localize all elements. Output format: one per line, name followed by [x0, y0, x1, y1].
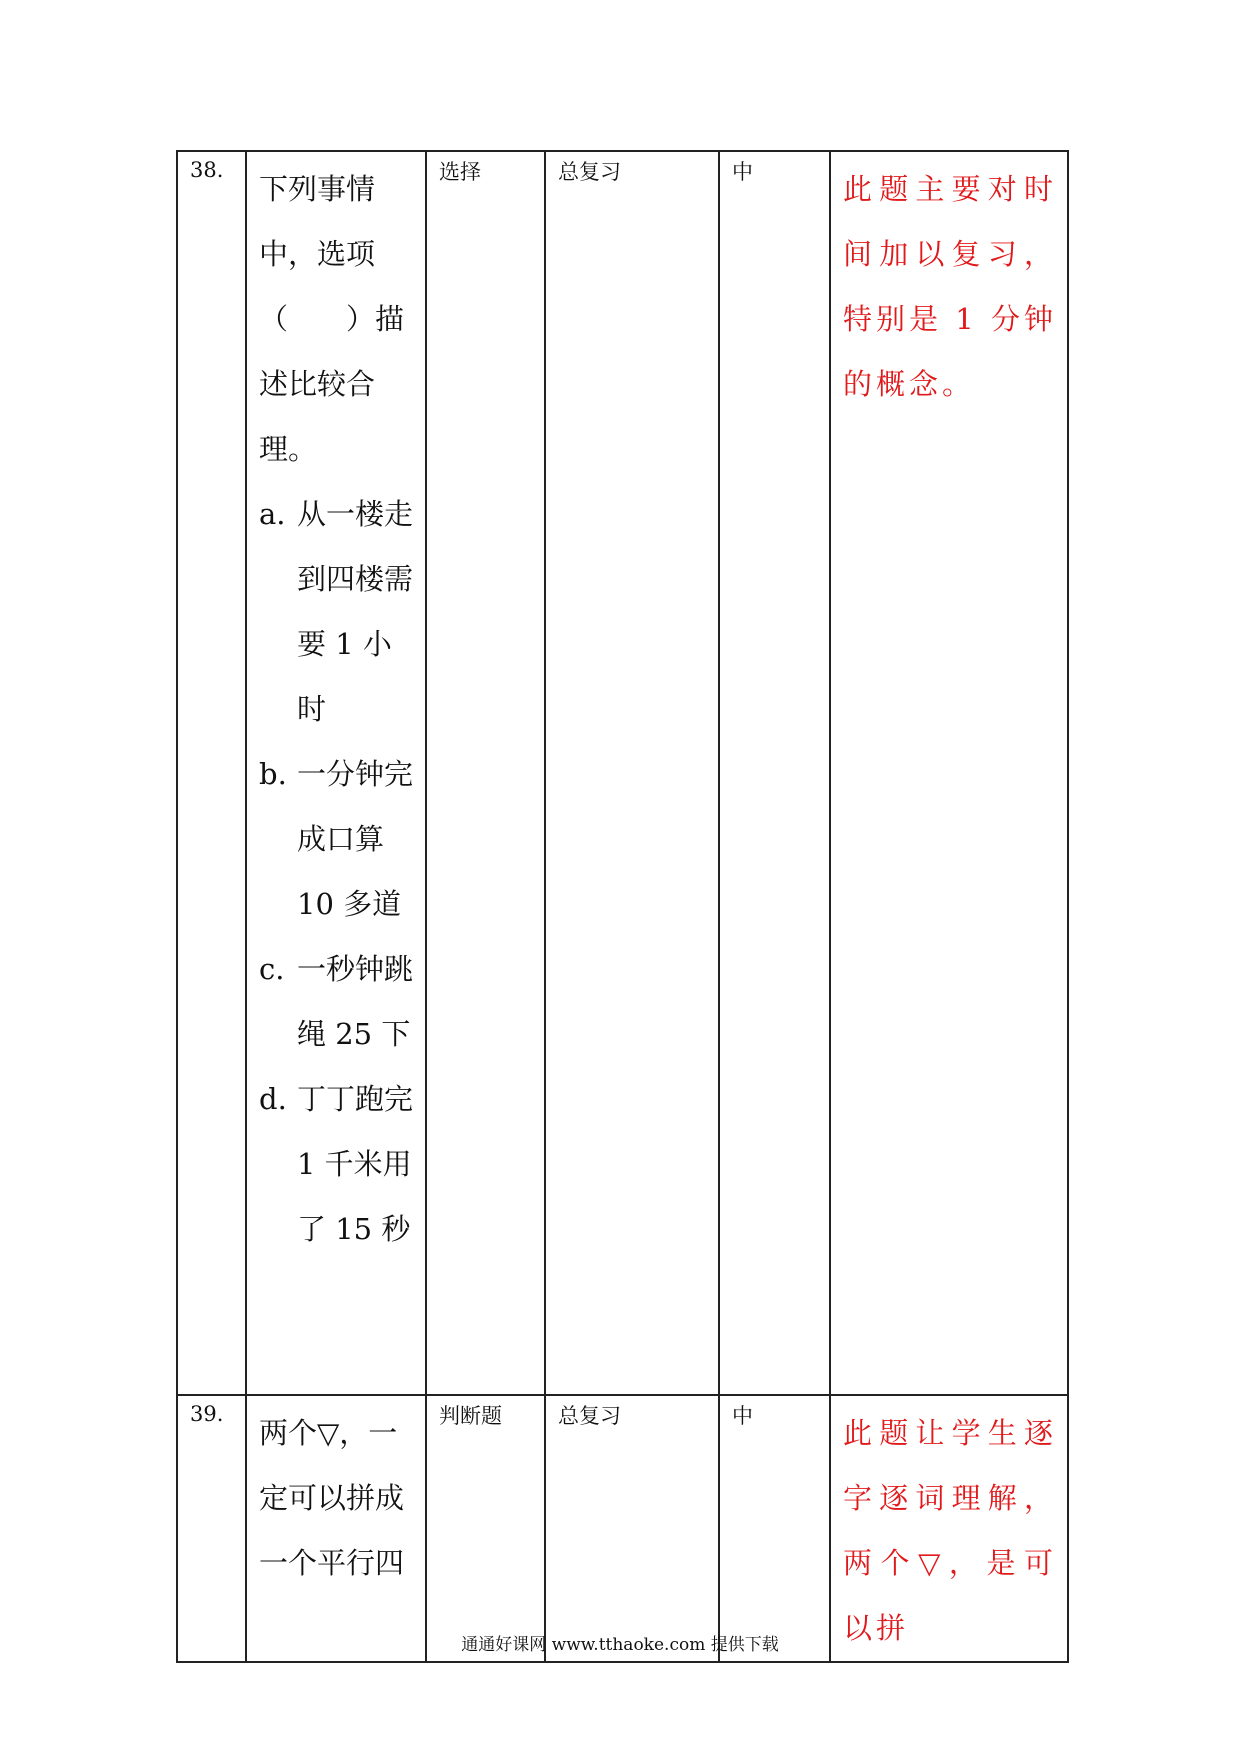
- option-a: a. 从一楼走到四楼需要 1 小时: [259, 497, 414, 726]
- teaching-note: 此题让学生逐字逐词理解，两个▽，是可以拼: [830, 1395, 1068, 1662]
- question-content: [246, 1395, 426, 1662]
- question-difficulty: 中: [719, 151, 830, 1395]
- option-b: b. 一分钟完成口算 10 多道: [259, 757, 414, 921]
- page-footer: 通通好课网 www.tthaoke.com 提供下载: [461, 1635, 779, 1655]
- question-difficulty: 中: [719, 1395, 830, 1662]
- question-stem: 下列事情中，选项（ ）描述比较合理。: [259, 172, 405, 466]
- question-unit: 总复习: [545, 1395, 719, 1662]
- question-table: [176, 150, 1069, 1663]
- question-number: 39.: [177, 1395, 246, 1662]
- table-row: [177, 151, 1068, 1395]
- teaching-note: 此题主要对时间加以复习，特别是 1 分钟的概念。: [830, 151, 1068, 1395]
- table-row: [177, 1395, 1068, 1662]
- question-stem: 两个▽，一定可以拼成一个平行四: [259, 1416, 405, 1580]
- question-unit: 总复习: [545, 151, 719, 1395]
- question-content: [246, 151, 426, 1395]
- question-number: 38.: [177, 151, 246, 1395]
- question-type: 选择: [426, 151, 545, 1395]
- option-c: c. 一秒钟跳绳 25 下: [259, 952, 414, 1051]
- option-d: d. 丁丁跑完 1 千米用了 15 秒: [259, 1082, 414, 1246]
- question-type: 判断题: [426, 1395, 545, 1662]
